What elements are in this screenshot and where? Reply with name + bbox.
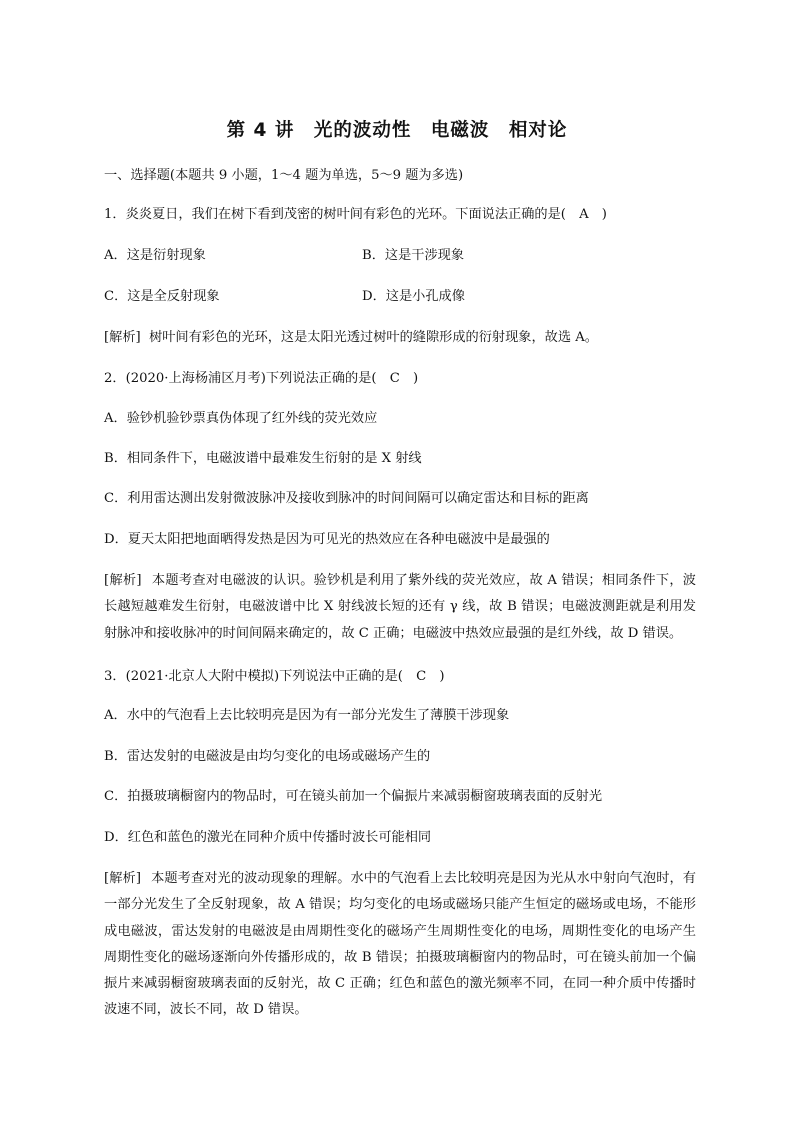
question-1-option-c: C．这是全反射现象 xyxy=(104,289,220,304)
question-2-stem: 2．(2020·上海杨浦区月考)下列说法正确的是( C ) xyxy=(104,371,419,386)
question-3-analysis xyxy=(104,866,696,1024)
question-1-option-d: D．这是小孔成像 xyxy=(362,289,465,304)
question-2-option-d: D．夏天太阳把地面晒得发热是因为可见光的热效应在各种电磁波中是最强的 xyxy=(104,532,550,547)
question-3-option-d: D．红色和蓝色的激光在同种介质中传播时波长可能相同 xyxy=(104,830,432,845)
question-3-stem: 3．(2021·北京人大附中模拟)下列说法中正确的是( C ) xyxy=(104,669,445,684)
question-1-option-b: B．这是干涉现象 xyxy=(362,248,465,263)
question-2-analysis xyxy=(104,568,696,647)
analysis-text: 本题考查对光的波动现象的理解。水中的气泡看上去比较明亮是因为光从水中射向气泡时，有一部分光发生了全反射现象，故 A 错误；均匀变化的电场或磁场只能产生恒定的磁场或电场，不能形成电磁波，雷达发射的电磁波是由周期性变化的磁场产生周期性变化的电场，周期性变化的电场产生周期性变化的磁场逐渐向外传播形成的，故 B 错误；拍摄玻璃橱窗内的物品时，可在镜头前加一个偏振片来减弱橱窗玻璃表面的反射光，故 C 正确；红色和蓝色的激光频率不同，在同一种介质中传播时波速不同，波长不同，故 D 错误。 xyxy=(104,871,696,1018)
analysis-text: 树叶间有彩色的光环，这是太阳光透过树叶的缝隙形成的衍射现象，故选 A。 xyxy=(149,330,598,345)
analysis-tag: [解析] xyxy=(104,330,141,345)
question-2-option-b: B．相同条件下，电磁波谱中最难发生衍射的是 X 射线 xyxy=(104,451,422,466)
question-2-option-c: C．利用雷达测出发射微波脉冲及接收到脉冲的时间间隔可以确定雷达和目标的距离 xyxy=(104,491,589,506)
section-heading: 一、选择题(本题共 9 小题，1～4 题为单选，5～9 题为多选) xyxy=(104,168,464,183)
question-3-option-b: B．雷达发射的电磁波是由均匀变化的电场或磁场产生的 xyxy=(104,749,431,764)
question-2-option-a: A．验钞机验钞票真伪体现了红外线的荧光效应 xyxy=(104,411,378,426)
analysis-text: 本题考查对电磁波的认识。验钞机是利用了紫外线的荧光效应，故 A 错误；相同条件下，波长越短越难发生衍射，电磁波谱中比 X 射线波长短的还有 γ 线，故 B 错误；电磁波测距就是利用发射脉冲和接收脉冲的时间间隔来确定的，故 C 正确；电磁波中热效应最强的是红外线，故 D 错误。 xyxy=(104,573,696,641)
question-3-option-a: A．水中的气泡看上去比较明亮是因为有一部分光发生了薄膜干涉现象 xyxy=(104,708,510,723)
question-3-option-c: C．拍摄玻璃橱窗内的物品时，可在镜头前加一个偏振片来减弱橱窗玻璃表面的反射光 xyxy=(104,789,603,804)
analysis-tag: [解析] xyxy=(104,573,142,588)
question-1-option-a: A．这是衍射现象 xyxy=(104,248,206,263)
analysis-tag: [解析] xyxy=(104,871,141,886)
page-title: 第 4 讲 光的波动性 电磁波 相对论 xyxy=(226,120,568,141)
question-1-analysis xyxy=(104,328,598,348)
question-1-stem: 1．炎炎夏日，我们在树下看到茂密的树叶间有彩色的光环。下面说法正确的是( A ) xyxy=(104,207,607,222)
